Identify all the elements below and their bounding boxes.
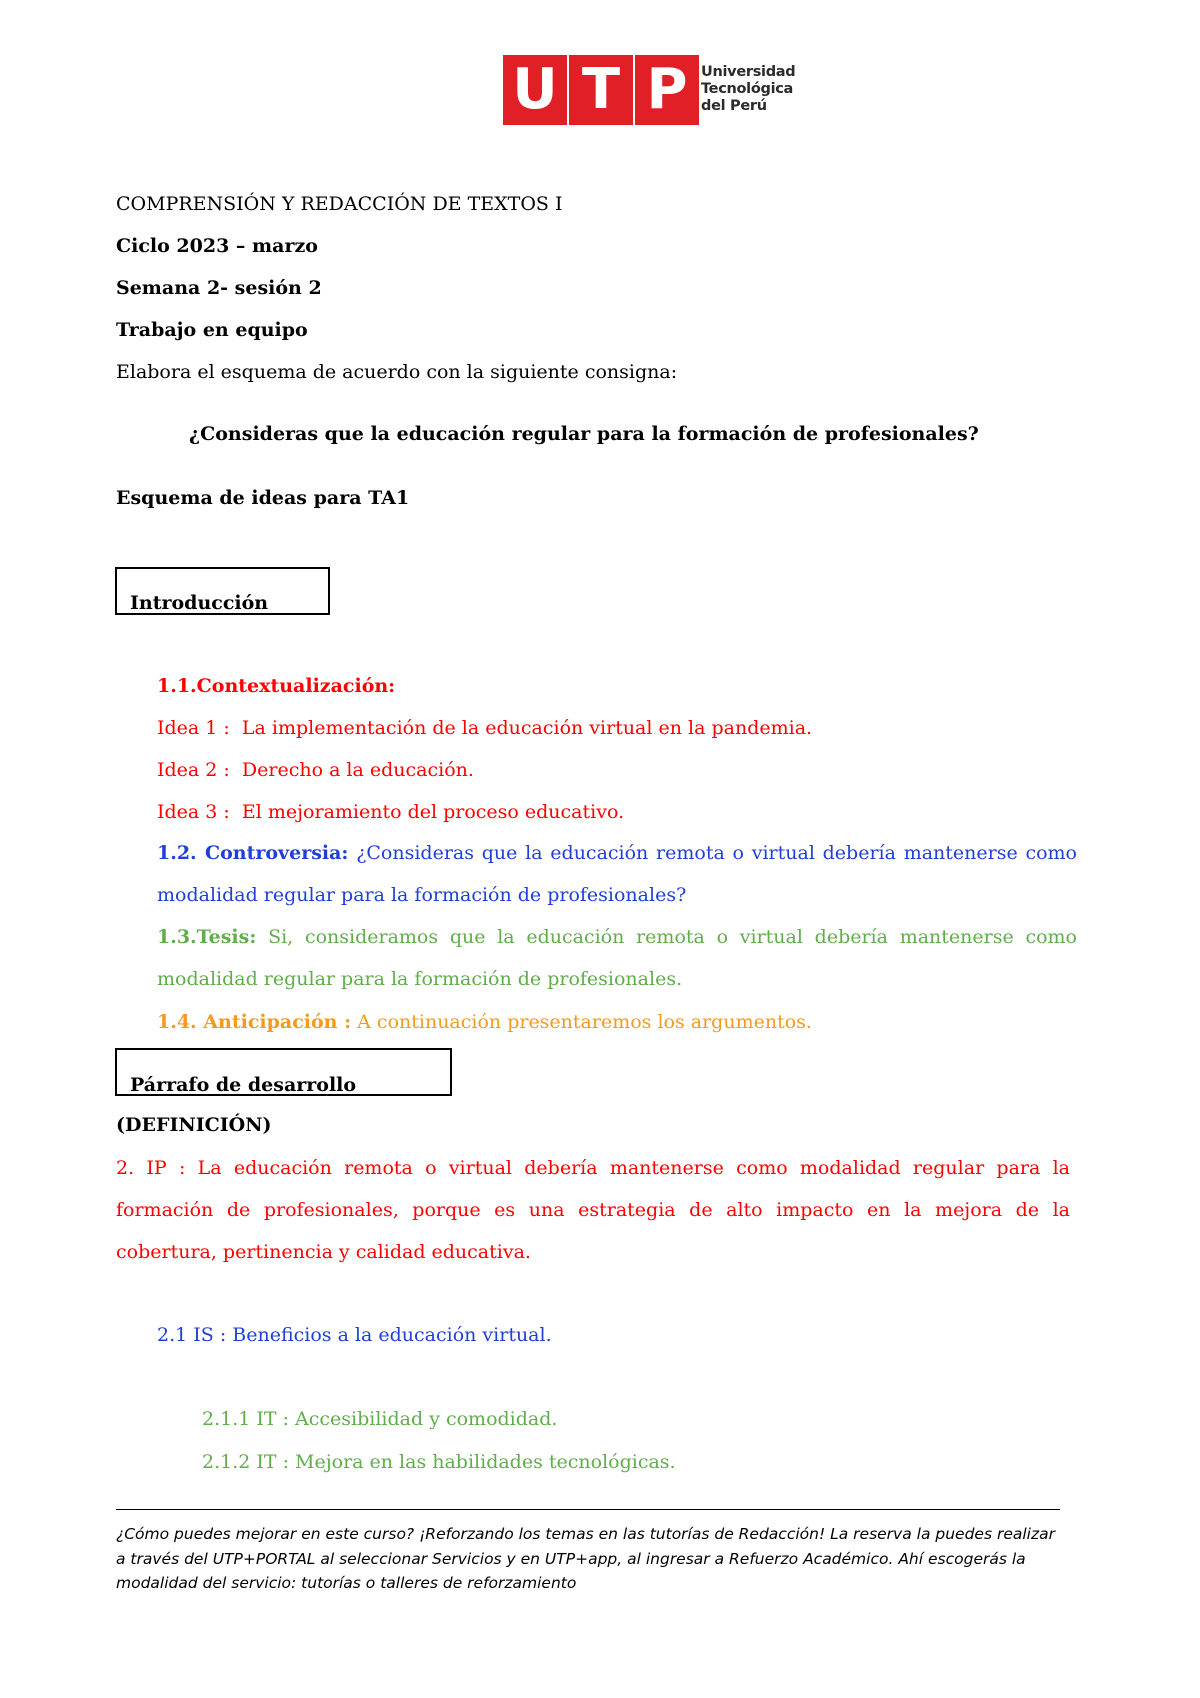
anticipation-line: 1.4. Anticipación : A continuación presentaremos los argumentos. <box>157 1011 812 1033</box>
logo-university-name: Universidad Tecnológica del Perú <box>701 64 796 114</box>
tertiary-idea-1: 2.1.1 IT : Accesibilidad y comodidad. <box>202 1408 558 1430</box>
idea-3: Idea 3 : El mejoramiento del proceso educativo. <box>157 801 625 823</box>
definition-label: (DEFINICIÓN) <box>116 1114 272 1136</box>
scheme-title: Esquema de ideas para TA1 <box>116 487 410 509</box>
controversy-paragraph: 1.2. Controversia: ¿Consideras que la educación remota o virtual debería mantenerse como modalidad regular para la formación de profesionales? <box>157 842 1077 906</box>
footer-divider <box>116 1509 1060 1510</box>
cycle-label: Ciclo 2023 – marzo <box>116 235 318 257</box>
week-label: Semana 2- sesión 2 <box>116 277 322 299</box>
secondary-idea: 2.1 IS : Beneficios a la educación virtual. <box>157 1324 552 1346</box>
contextualization-heading: 1.1.Contextualización: <box>157 675 396 697</box>
development-box <box>115 1048 452 1096</box>
main-idea-paragraph: 2. IP : La educación remota o virtual debería mantenerse como modalidad regular para la formación de profesionales, porque es una estrategia de alto impacto en la mejora de la cobertura, pertinencia y calidad educativa. <box>116 1157 1070 1263</box>
question-text: ¿Consideras que la educación regular para la formación de profesionales? <box>189 423 979 445</box>
utp-logo <box>503 55 796 125</box>
course-title: COMPRENSIÓN Y REDACCIÓN DE TEXTOS I <box>116 193 563 215</box>
introduction-box <box>115 567 330 615</box>
tertiary-idea-2: 2.1.2 IT : Mejora en las habilidades tecnológicas. <box>202 1451 676 1473</box>
idea-1: Idea 1 : La implementación de la educación virtual en la pandemia. <box>157 717 813 739</box>
logo-letter-p: P <box>635 55 699 125</box>
team-label: Trabajo en equipo <box>116 319 308 341</box>
footer-note: ¿Cómo puedes mejorar en este curso? ¡Reforzando los temas en las tutorías de Redacción! La reserva la puedes realizar a través del UTP+PORTAL al seleccionar Servicios y en UTP+app, al ingresar a Refuerzo Académico. Ahí escogerás la modalidad del servicio: tutorías o talleres de reforzamiento <box>116 1525 1055 1592</box>
idea-2: Idea 2 : Derecho a la educación. <box>157 759 474 781</box>
thesis-paragraph: 1.3.Tesis: Si, consideramos que la educación remota o virtual debería mantenerse como modalidad regular para la formación de profesionales. <box>157 926 1077 990</box>
logo-letter-u: U <box>503 55 567 125</box>
instruction-text: Elabora el esquema de acuerdo con la siguiente consigna: <box>116 361 678 383</box>
logo-letter-t: T <box>569 55 633 125</box>
development-label: Párrafo de desarrollo <box>130 1074 357 1096</box>
introduction-label: Introducción <box>130 592 269 614</box>
